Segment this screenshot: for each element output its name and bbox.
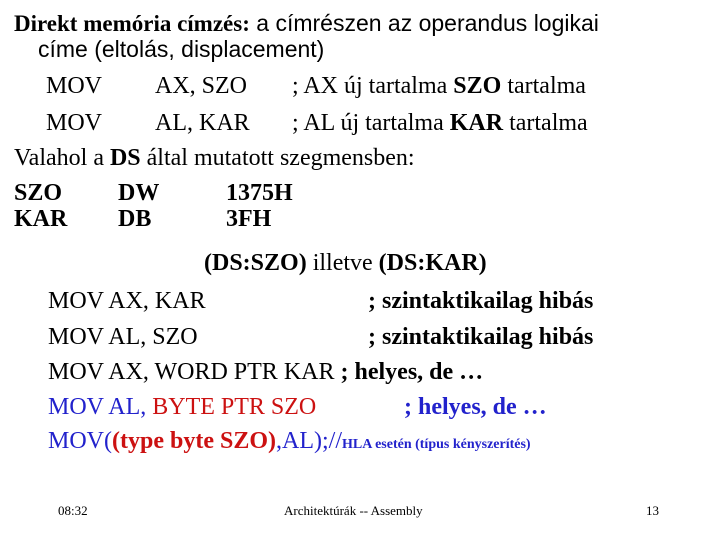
footer-page-number: 13	[646, 503, 659, 518]
example-4-code-a: MOV AL,	[48, 394, 153, 420]
mov1-args: AX, SZO	[155, 73, 248, 99]
decl2-type: DB	[118, 206, 152, 232]
heading-bold: Direkt memória címzés:	[14, 11, 250, 36]
decl1-type: DW	[118, 180, 160, 206]
address-line: (DS:SZO) illetve (DS:KAR)	[204, 250, 487, 276]
heading-rest: a címrészen az operandus logikai	[249, 10, 599, 36]
example-2-code: MOV AL, SZO	[48, 324, 198, 350]
mov1-comment: ; AX új tartalma SZO tartalma	[292, 73, 586, 99]
mov2-op: MOV	[46, 110, 103, 136]
heading-line1	[14, 10, 599, 37]
mov-line-1	[46, 73, 102, 100]
mov-line-2	[46, 110, 102, 137]
mov2-args: AL, KAR	[155, 110, 250, 136]
decl1-value: 1375H	[226, 180, 293, 206]
footer-time: 08:32	[58, 503, 88, 518]
example-2-comment: ; szintaktikailag hibás	[368, 324, 594, 350]
example-3-comment: ; helyes, de …	[334, 359, 484, 385]
decl2-name: KAR	[14, 206, 68, 232]
decl2-value: 3FH	[226, 206, 272, 232]
heading-line2: címe (eltolás, displacement)	[38, 36, 325, 62]
mov2-comment: ; AL új tartalma KAR tartalma	[292, 110, 588, 136]
decl1-name: SZO	[14, 180, 63, 206]
segment-line: Valahol a DS által mutatott szegmensben:	[14, 145, 415, 171]
footer-title: Architektúrák -- Assembly	[284, 503, 423, 518]
mov1-op: MOV	[46, 73, 103, 99]
example-5: MOV((type byte SZO),AL);//HLA esetén (típus kényszerítés)	[48, 428, 531, 454]
example-1-comment: ; szintaktikailag hibás	[368, 288, 594, 314]
example-4-comment: ; helyes, de …	[404, 394, 547, 420]
example-3-code: MOV AX, WORD PTR KAR	[48, 359, 335, 385]
example-3	[48, 359, 483, 386]
example-4	[48, 394, 316, 421]
example-4-code-b: BYTE PTR SZO	[152, 394, 317, 420]
example-1-code: MOV AX, KAR	[48, 288, 206, 314]
